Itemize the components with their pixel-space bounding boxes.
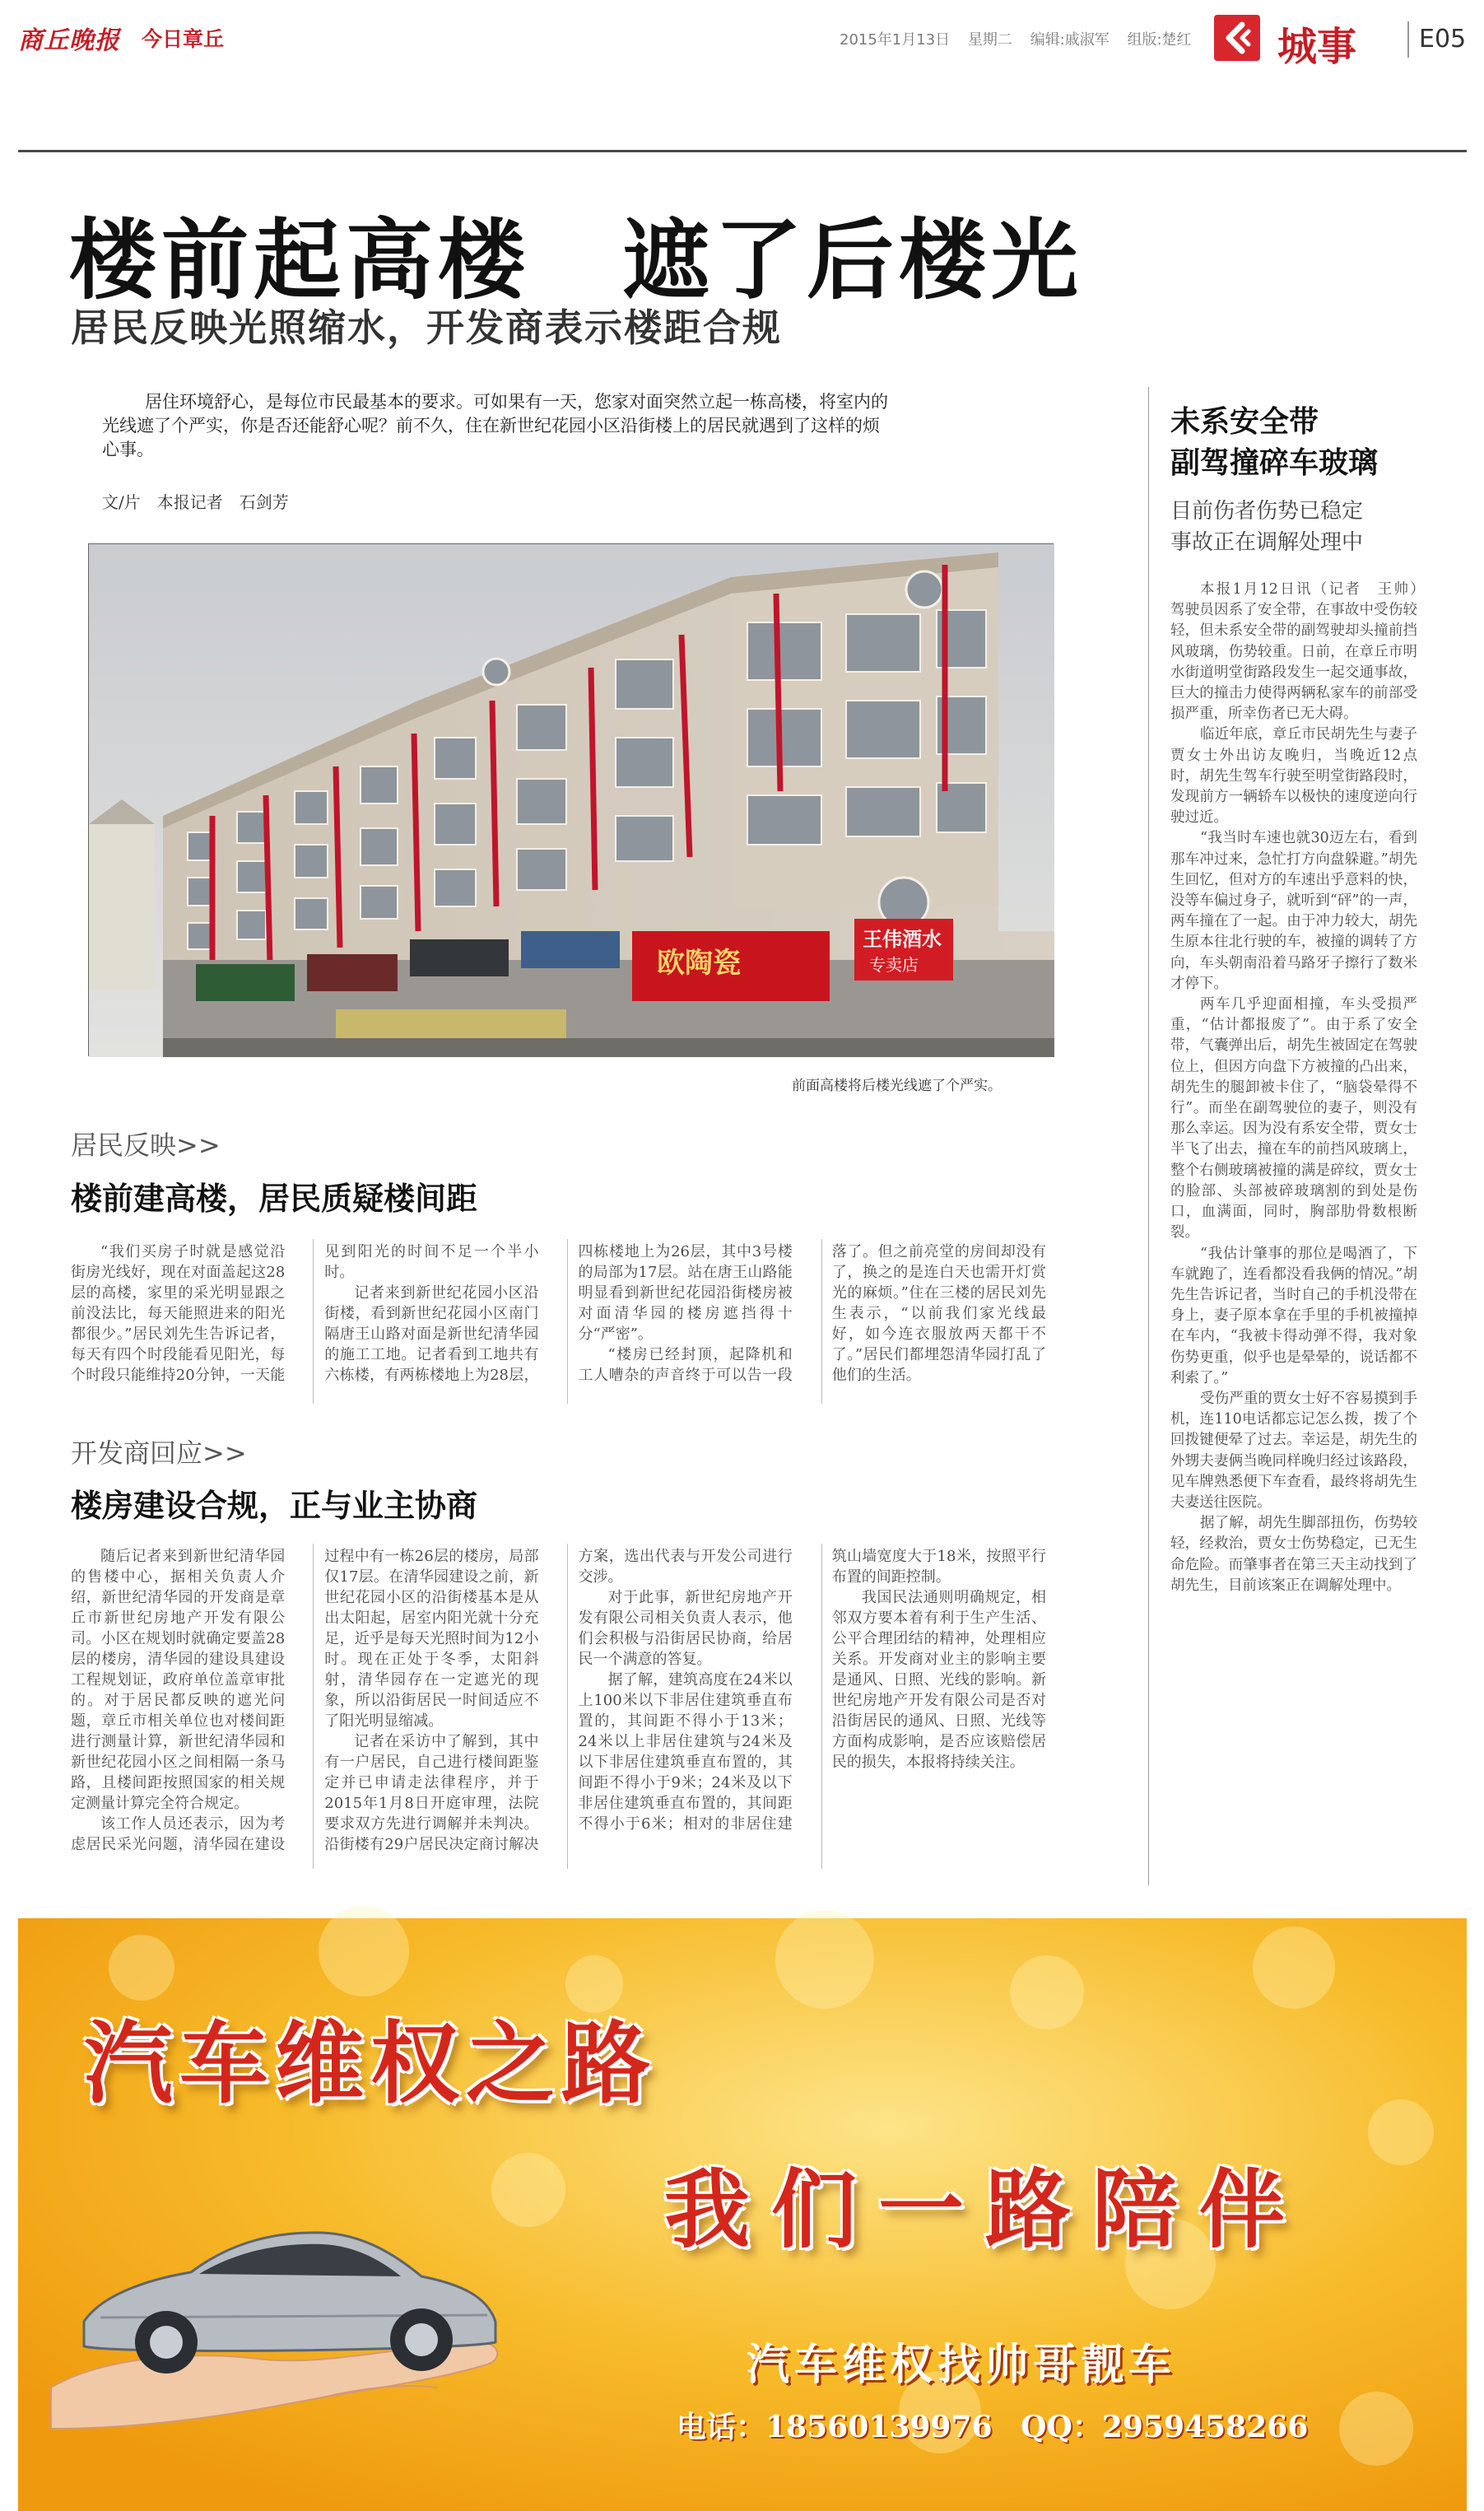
section1-body	[71, 1242, 1046, 1405]
section2-body	[71, 1546, 1046, 1870]
masthead	[18, 15, 1467, 70]
car-in-hand-icon	[51, 2182, 512, 2429]
page-number: E05	[1419, 25, 1467, 54]
column-rule	[313, 1544, 314, 1869]
article-paragraph: 我国民法通则明确规定，相邻双方要本着有利于生产生活、公平合理团结的精神，处理相应关系。开发商对业主的影响主要是通风、日照、光线的影响。新世纪房地产开发有限公司是否对沿街居民的通风、日照、光线等方面构成影响，是否应该赔偿居民的损失，本报将持续关注。	[831, 1589, 1046, 1771]
lead-intro: 居住环境舒心，是每位市民最基本的要求。可如果有一天，您家对面突然立起一栋高楼，将室内的光线遮了个严实，你是否还能舒心呢？前不久，住在新世纪花园小区沿街楼上的居民就遇到了这样的烦心事。	[102, 392, 888, 459]
article-paragraph: 受伤严重的贾女士好不容易摸到手机，连110电话都忘记怎么拨，拨了个回拨键便晕了过去。幸运是，胡先生的外甥夫妻俩当晚同样晚归经过该路段，见车牌熟悉便下车查看，最终将胡先生夫妻送往医院。	[1170, 1390, 1417, 1511]
column-rule	[567, 1239, 568, 1404]
sidebar-headline-line: 副驾撞碎车玻璃	[1170, 446, 1379, 480]
shop-sign-store: 专卖店	[869, 955, 919, 975]
article-paragraph: 据了解，胡先生脚部扭伤，伤势较轻，经救治，贾女士伤势稳定，已无生命危险。而肇事者在第三天主动找到了胡先生，目前该案正在调解处理中。	[1170, 1515, 1417, 1594]
article-paragraph: “我当时车速也就30迈左右，看到那车冲过来，急忙打方向盘躲避。”胡先生回忆，但对方的车速出乎意料的快，没等车偏过身子，就听到“砰”的一声，两车撞在了一起。由于冲力较大，胡先生原本往北行驶的车，被撞的调转了方向，车头朝南沿着马路牙子擦行了数米才停下。	[1170, 830, 1417, 992]
section1-label: 居民反映>>	[71, 1130, 221, 1161]
sidebar-headline-line: 未系安全带	[1170, 405, 1319, 439]
editor-credit: 编辑:戚淑军	[1030, 31, 1110, 49]
article-paragraph: “楼房已经封顶，起降机和工人嘈杂的声音终于可以告一段落了。但之前亮堂的房间却没有了，换之的是连白天也需开灯赏光的麻烦。”住在三楼的居民刘先生表示，“以前我们家光线最好，如今连衣服放两天都干不了。”居民们都埋怨清华园打乱了他们的生活。	[578, 1243, 1046, 1384]
column-rule	[313, 1239, 314, 1404]
issue-weekday: 星期二	[967, 31, 1012, 49]
lead-photo	[88, 543, 1054, 1056]
car-rights-advertisement	[18, 1918, 1467, 2511]
section2-title: 楼房建设合规，正与业主协商	[71, 1488, 478, 1524]
section-name: 城事	[1277, 24, 1357, 70]
column-rule	[567, 1544, 568, 1869]
layout-credit: 组版:楚红	[1127, 31, 1192, 49]
article-paragraph: 对于此事，新世纪房地产开发有限公司相关负责人表示，他们会积极与沿街居民协商，给居民一个满意的答复。	[578, 1589, 793, 1668]
sidebar-subhead-line: 目前伤者伤势已稳定	[1170, 499, 1364, 524]
ad-phone: 电话：18560139976	[677, 2410, 993, 2444]
lead-byline: 文/片 本报记者 石剑芳	[102, 492, 289, 512]
issue-date: 2015年1月13日	[840, 31, 951, 49]
article-paragraph: 本报1月12日讯（记者 王帅） 驾驶员因系了安全带，在事故中受伤较轻，但未系安全带的副驾驶却头撞前挡风玻璃，伤势较重。日前，在章丘市明水街道明堂街路段发生一起交通事故，巨大的撞击力使得两辆私家车的前部受损严重，所幸伤者已无大碍。	[1170, 581, 1432, 723]
ad-title-line1: 汽车维权之路	[84, 2012, 658, 2116]
ad-title-line2: 我们一路陪伴	[664, 2159, 1307, 2260]
shop-sign-tile: 欧陶瓷	[657, 947, 741, 980]
shop-sign-liquor: 王伟酒水	[863, 928, 942, 951]
lead-subhead: 居民反映光照缩水，开发商表示楼距合规	[71, 305, 782, 350]
article-paragraph: 据了解，建筑高度在24米以上100米以下非居住建筑垂直布置的，其间距不得小于13米；24米以上非居住建筑与24米及以下非居住建筑垂直布置的，其间距不得小于9米；24米及以下非居住建筑垂直布置的，其间距不得小于6米；相对的非居住建筑山墙宽度大于18米，按照平行布置的间距控制。	[578, 1548, 1046, 1833]
newspaper-brand: 商丘晚报	[18, 26, 120, 55]
lead-headline: 楼前起高楼 遮了后楼光	[69, 210, 1083, 311]
ad-tagline: 汽车维权找帅哥靓车	[747, 2340, 1177, 2390]
article-paragraph: “我估计肇事的那位是喝酒了，下车就跑了，连看都没看我俩的情况。”胡先生告诉记者，当时自己的手机没带在身上，妻子原本拿在手里的手机被撞掉在车内，“我被卡得动弹不得，我对象伤势更重，似乎也是晕晕的，说话都不利索了。”	[1170, 1245, 1417, 1386]
sidebar-body	[1170, 580, 1432, 1875]
article-paragraph: “我们买房子时就是感觉沿街房光线好，现在对面盖起这28层的高楼，家里的采光明显跟之前没法比，每天能照进来的阳光都很少。”居民刘先生告诉记者，每天有四个时段能看见阳光，每个时段只能维持20分钟，一天能见到阳光的时间不足一个半小时。	[71, 1243, 539, 1384]
issue-meta	[840, 28, 1205, 49]
section1-title: 楼前建高楼，居民质疑楼间距	[71, 1181, 478, 1217]
sidebar-subhead-line: 事故正在调解处理中	[1170, 530, 1364, 555]
sidebar-subhead	[1170, 496, 1467, 558]
article-paragraph: 记者在采访中了解到，其中有一户居民，自己进行楼间距鉴定并已申请走法律程序，并于2015年1月8日开庭审理，法院要求双方先进行调解并未判决。沿街楼有29户居民决定商讨解决方案，选出代表与开发公司进行交涉。	[324, 1548, 793, 1853]
article-paragraph: 临近年底，章丘市民胡先生与妻子贾女士外出访友晚归，当晚近12点时，胡先生驾车行驶至明堂街路段时，发现前方一辆轿车以极快的速度逆向行驶过近。	[1170, 726, 1417, 827]
section-logo-icon	[1214, 15, 1260, 61]
article-paragraph: 记者来到新世纪花园小区沿街楼，看到新世纪花园小区南门隔唐王山路对面是新世纪清华园的施工工地。记者看到工地共有六栋楼，有两栋楼地上为28层，四栋楼地上为26层，其中3号楼的局部为17层。站在唐王山路能明显看到新世纪花园沿街楼房被对面清华园的楼房遮挡得十分“严密”。	[324, 1243, 793, 1384]
ad-contact	[677, 2404, 1326, 2446]
sidebar-headline	[1170, 402, 1467, 484]
edition-name: 今日章丘	[142, 27, 225, 51]
article-paragraph: 随后记者来到新世纪清华园的售楼中心，据相关负责人介绍，新世纪清华园的开发商是章丘市新世纪房地产开发有限公司。小区在规划时就确定要盖28层的楼房，清华园的建设具建设工程规划证，政府单位盖章审批的。对于居民都反映的遮光问题，章丘市相关单位也对楼间距进行测量计算，新世纪清华园和新世纪花园小区之间相隔一条马路，且楼间距按照国家的相关规定测量计算完全符合规定。	[71, 1548, 286, 1812]
article-paragraph: 两车几乎迎面相撞，车头受损严重，“估计都报废了”。由于系了安全带，气囊弹出后，胡先生被固定在驾驶位上，但因方向盘下方被撞的凸出来，胡先生的腿卸被卡住了，“脑袋晕得不行”。而坐在副驾驶位的妻子，则没有那么幸运。因为没有系安全带，贾女士半飞了出去，撞在车的前挡风玻璃上，整个右侧玻璃被撞的满是碎纹，贾女士的脸部、头部被碎玻璃割的到处是伤口，血满面，同时，胸部肋骨数根断裂。	[1170, 996, 1417, 1242]
header-divider	[1407, 21, 1409, 58]
column-rule	[821, 1544, 822, 1869]
header-rule	[18, 150, 1467, 152]
section2-label: 开发商回应>>	[71, 1437, 247, 1469]
sidebar-divider	[1148, 387, 1149, 1885]
article-paragraph: 该工作人员还表示，因为考虑居民采光问题，清华园在建设过程中有一栋26层的楼房，局部仅17层。在清华园建设之前，新世纪花园小区的沿街楼基本是从出太阳起，居室内阳光就十分充足，近乎是每天光照时间为12小时。现在正处于冬季，太阳斜射，清华园存在一定遮光的现象，所以沿街居民一时间适应不了阳光明显缩减。	[71, 1548, 539, 1853]
photo-caption: 前面高楼将后楼光线遮了个严实。	[792, 1078, 1002, 1094]
column-rule	[821, 1239, 822, 1404]
ad-qq: QQ：2959458266	[1021, 2410, 1309, 2444]
